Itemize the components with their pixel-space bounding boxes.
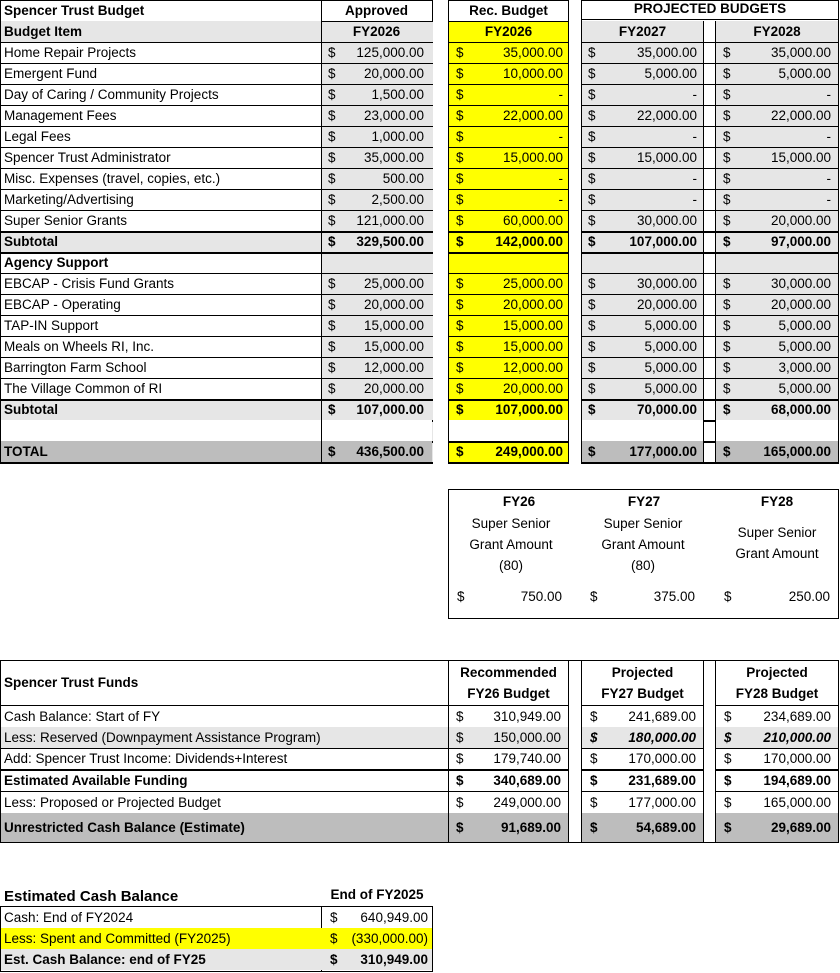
row-divider [581, 189, 839, 190]
budget-row-fy28-currency: $ [723, 129, 731, 144]
budget-row-item: Home Repair Projects [4, 45, 137, 60]
budget-row-item: Marketing/Advertising [4, 192, 134, 207]
grant-fy26-label2: Grant Amount [469, 537, 553, 552]
budget-row-fy28-currency: $ [723, 150, 731, 165]
grant-fy28-label2: Grant Amount [735, 546, 819, 561]
funds-row-fy28-currency: $ [724, 751, 732, 766]
budget-row-item: Misc. Expenses (travel, copies, etc.) [4, 171, 221, 186]
subtotal-row-fy27-value: 70,000.00 [636, 402, 697, 417]
budget-row-item: Emergent Fund [4, 66, 98, 81]
budget-row-rec-currency: $ [456, 87, 464, 102]
subtotal-row-approved-value: 329,500.00 [356, 234, 424, 249]
row-divider [581, 126, 839, 127]
budget-row-fy28-currency: $ [723, 339, 731, 354]
row-divider [448, 84, 569, 85]
funds-row-fy27-currency: $ [590, 730, 598, 745]
grant-fy28-amount: 250.00 [788, 589, 830, 604]
budget-row-fy27-currency: $ [588, 108, 596, 123]
funds-row-fy26-value: 340,689.00 [493, 773, 561, 788]
row-divider [0, 842, 449, 843]
budget-row-fy27-value: 22,000.00 [636, 108, 697, 123]
budget-row-fy28-value: 5,000.00 [778, 66, 831, 81]
budget-row-fy28-currency: $ [723, 381, 731, 396]
budget-row-approved-value: 15,000.00 [363, 339, 424, 354]
budget-row-fy28-value: 15,000.00 [770, 150, 831, 165]
funds-row-fy28-value: 165,000.00 [763, 795, 831, 810]
budget-row-fy27-currency: $ [588, 213, 596, 228]
total-row-item: TOTAL [4, 444, 48, 459]
budget-row-approved-value: 20,000.00 [363, 381, 424, 396]
funds-row-fy26-currency: $ [456, 795, 464, 810]
grant-fy26-currency: $ [457, 589, 465, 604]
budget-row-approved-value: 500.00 [382, 171, 424, 186]
subtotal-row-fy27-value: 107,000.00 [629, 234, 697, 249]
approved-header: Approved [344, 3, 408, 18]
funds-row-fy27-value: 180,000.00 [628, 730, 696, 745]
budget-row-item: Legal Fees [4, 129, 71, 144]
budget-row-fy28-value: - [826, 192, 831, 207]
subtotal-row-approved-currency: $ [328, 402, 336, 417]
budget-row-fy27-value: 35,000.00 [636, 45, 697, 60]
cash-row-label: Less: Spent and Committed (FY2025) [4, 931, 231, 946]
fy2028-header: FY2028 [753, 24, 801, 39]
budget-row-approved-value: 25,000.00 [363, 276, 424, 291]
budget-row-fy27-currency: $ [588, 192, 596, 207]
subtotal-row-approved-currency: $ [328, 234, 336, 249]
budget-row-approved-currency: $ [328, 171, 336, 186]
funds-row-label: Less: Reserved (Downpayment Assistance Program) [4, 730, 321, 745]
budget-row-rec-currency: $ [456, 150, 464, 165]
budget-row-fy28-currency: $ [723, 360, 731, 375]
budget-row-fy28-value: - [826, 87, 831, 102]
grant-fy26-amount: 750.00 [520, 589, 562, 604]
budget-row-fy28-value: - [826, 129, 831, 144]
budget-row-rec-value: 15,000.00 [502, 150, 563, 165]
funds-row-fy27-value: 54,689.00 [635, 820, 696, 835]
grant-fy27-label1: Super Senior [603, 516, 683, 531]
budget-row-fy27-value: 5,000.00 [644, 360, 697, 375]
budget-row-rec-value: 60,000.00 [502, 213, 563, 228]
agency-support-title: Agency Support [4, 255, 109, 270]
budget-row-fy27-value: - [692, 192, 697, 207]
budget-row-approved-value: 121,000.00 [356, 213, 424, 228]
total-row-rec-currency: $ [456, 444, 464, 459]
subtotal-row-item: Subtotal [4, 402, 58, 417]
budget-row-approved-value: 20,000.00 [363, 297, 424, 312]
funds-row-fy28-value: 234,689.00 [763, 709, 831, 724]
funds-fy27-header-line2: FY27 Budget [601, 686, 684, 701]
budget-row-approved-value: 12,000.00 [363, 360, 424, 375]
budget-row-fy28-value: 5,000.00 [778, 318, 831, 333]
budget-row-approved-value: 1,500.00 [371, 87, 424, 102]
grant-fy28-header: FY28 [760, 494, 794, 509]
funds-row-fy28-value: 29,689.00 [770, 820, 831, 835]
funds-fy28-header-line2: FY28 Budget [735, 686, 819, 701]
subtotal-row-approved-value: 107,000.00 [356, 402, 424, 417]
budget-row-approved-currency: $ [328, 213, 336, 228]
cash-title: Estimated Cash Balance [4, 888, 179, 905]
budget-row-fy27-currency: $ [588, 360, 596, 375]
grant-fy28-currency: $ [724, 589, 732, 604]
funds-row-fy26-currency: $ [456, 730, 464, 745]
approved-fy-header: FY2026 [352, 24, 401, 39]
funds-row-fy27-currency: $ [590, 751, 598, 766]
budget-row-fy27-value: - [692, 129, 697, 144]
budget-row-fy27-value: 5,000.00 [644, 318, 697, 333]
budget-row-rec-value: 22,000.00 [502, 108, 563, 123]
budget-row-rec-value: 20,000.00 [502, 381, 563, 396]
subtotal-row-rec-currency: $ [456, 402, 464, 417]
projected-divider [715, 420, 716, 441]
budget-row-item: Barrington Farm School [4, 360, 147, 375]
budget-row-fy27-value: 30,000.00 [636, 276, 697, 291]
funds-row-label: Add: Spencer Trust Income: Dividends+Interest [4, 751, 288, 766]
budget-row-fy28-currency: $ [723, 318, 731, 333]
budget-row-approved-currency: $ [328, 129, 336, 144]
budget-row-fy27-currency: $ [588, 297, 596, 312]
funds-row-label: Estimated Available Funding [4, 773, 188, 788]
grant-fy26-label1: Super Senior [471, 516, 551, 531]
funds-row-fy27-currency: $ [590, 709, 598, 724]
budget-row-fy28-value: 5,000.00 [778, 381, 831, 396]
funds-row-fy26-value: 310,949.00 [493, 709, 561, 724]
row-divider [581, 19, 839, 20]
funds-row-fy28-currency: $ [724, 773, 732, 788]
budget-row-rec-currency: $ [456, 276, 464, 291]
budget-row-fy27-currency: $ [588, 276, 596, 291]
funds-row-fy26-value: 91,689.00 [500, 820, 561, 835]
projected-divider [715, 21, 716, 464]
budget-row-approved-value: 125,000.00 [356, 45, 424, 60]
budget-row-fy28-value: 22,000.00 [770, 108, 831, 123]
funds-row-fy28-currency: $ [724, 795, 732, 810]
budget-row-fy27-currency: $ [588, 171, 596, 186]
funds-fy27-header-line1: Projected [611, 665, 674, 680]
funds-row-fy27-value: 177,000.00 [628, 795, 696, 810]
rec-budget-header: Rec. Budget [469, 3, 548, 18]
row-divider [449, 842, 569, 843]
total-row-approved-value: 436,500.00 [356, 444, 424, 459]
budget-row-fy28-currency: $ [723, 213, 731, 228]
subtotal-row-fy28-currency: $ [723, 402, 731, 417]
budget-row-rec-value: 15,000.00 [502, 318, 563, 333]
budget-row-item: TAP-IN Support [4, 318, 99, 333]
funds-row-fy28-currency: $ [724, 820, 732, 835]
budget-row-approved-value: 2,500.00 [371, 192, 424, 207]
cash-row-label: Est. Cash Balance: end of FY25 [4, 952, 206, 967]
funds-divider [568, 660, 569, 843]
subtotal-row-fy28-value: 68,000.00 [770, 402, 831, 417]
funds-fy26-header-line1: Recommended [460, 665, 557, 680]
funds-row-fy28-value: 170,000.00 [763, 751, 831, 766]
budget-title: Spencer Trust Budget [4, 3, 145, 18]
row-divider [448, 231, 569, 233]
total-row-fy27-currency: $ [588, 444, 596, 459]
grant-fy26-header: FY26 [502, 494, 536, 509]
subtotal-row-fy28-value: 97,000.00 [770, 234, 831, 249]
budget-row-fy28-currency: $ [723, 108, 731, 123]
budget-row-rec-currency: $ [456, 381, 464, 396]
approved-divider [321, 420, 322, 441]
row-divider [581, 252, 839, 254]
row-divider [581, 462, 839, 463]
row-divider [448, 252, 569, 254]
total-row-fy28-currency: $ [723, 444, 731, 459]
budget-row-rec-value: - [558, 171, 563, 186]
budget-row-approved-value: 20,000.00 [363, 66, 424, 81]
budget-row-item: Meals on Wheels RI, Inc. [4, 339, 155, 354]
budget-row-rec-currency: $ [456, 129, 464, 144]
budget-row-rec-value: - [558, 192, 563, 207]
row-divider [0, 231, 433, 233]
budget-row-fy28-value: 20,000.00 [770, 297, 831, 312]
budget-row-rec-currency: $ [456, 318, 464, 333]
budget-row-fy27-value: - [692, 87, 697, 102]
budget-row-fy28-value: - [826, 171, 831, 186]
subtotal-row-rec-value: 107,000.00 [495, 402, 563, 417]
row-divider [581, 231, 839, 233]
funds-row-fy27-currency: $ [590, 820, 598, 835]
grant-fy28-label1: Super Senior [737, 525, 817, 540]
budget-row-approved-currency: $ [328, 66, 336, 81]
funds-row-fy28-currency: $ [724, 709, 732, 724]
blank-row [449, 420, 568, 441]
grant-fy27-currency: $ [590, 589, 598, 604]
funds-row-fy26-value: 150,000.00 [493, 730, 561, 745]
budget-row-rec-value: 35,000.00 [502, 45, 563, 60]
subtotal-row-rec-currency: $ [456, 234, 464, 249]
budget-row-approved-currency: $ [328, 318, 336, 333]
subtotal-row-item: Subtotal [4, 234, 58, 249]
projected-divider [703, 420, 704, 441]
grant-fy26-count: (80) [498, 558, 523, 573]
row-divider [448, 189, 569, 190]
total-row-label-shade [1, 441, 321, 462]
row-divider [581, 168, 839, 169]
cash-row-currency: $ [330, 952, 338, 967]
budget-row-rec-value: 25,000.00 [502, 276, 563, 291]
row-divider [448, 399, 569, 401]
funds-row-fy27-currency: $ [590, 795, 598, 810]
funds-row-fy28-value: 210,000.00 [763, 730, 831, 745]
projected-budgets-header: PROJECTED BUDGETS [633, 1, 787, 16]
funds-row-fy26-value: 249,000.00 [493, 795, 561, 810]
budget-row-fy27-currency: $ [588, 129, 596, 144]
budget-row-item: The Village Common of RI [4, 381, 163, 396]
subtotal-row-rec-value: 142,000.00 [495, 234, 563, 249]
budget-row-approved-value: 23,000.00 [363, 108, 424, 123]
budget-row-fy28-currency: $ [723, 171, 731, 186]
cash-row-label: Cash: End of FY2024 [4, 910, 134, 925]
row-divider [448, 126, 569, 127]
budget-row-fy28-currency: $ [723, 45, 731, 60]
budget-row-rec-value: - [558, 129, 563, 144]
grant-fy27-label2: Grant Amount [601, 537, 685, 552]
funds-row-label: Unrestricted Cash Balance (Estimate) [4, 820, 245, 835]
blank-row [716, 420, 838, 441]
total-row-fy27-value: 177,000.00 [629, 444, 697, 459]
budget-row-approved-currency: $ [328, 276, 336, 291]
budget-row-rec-value: 20,000.00 [502, 297, 563, 312]
budget-row-rec-value: 10,000.00 [502, 66, 563, 81]
budget-row-approved-currency: $ [328, 360, 336, 375]
funds-row-fy27-value: 170,000.00 [628, 751, 696, 766]
budget-row-approved-value: 15,000.00 [363, 318, 424, 333]
budget-row-fy28-currency: $ [723, 297, 731, 312]
row-divider [581, 399, 839, 401]
budget-row-fy27-value: 5,000.00 [644, 381, 697, 396]
budget-row-item: Spencer Trust Administrator [4, 150, 171, 165]
budget-row-item: EBCAP - Crisis Fund Grants [4, 276, 175, 291]
cash-row-currency: $ [330, 910, 338, 925]
grant-fy27-amount: 375.00 [653, 589, 695, 604]
funds-row-fy27-currency: $ [590, 773, 598, 788]
funds-row-label: Cash Balance: Start of FY [4, 709, 161, 724]
fy2027-header: FY2027 [618, 24, 667, 39]
funds-row-fy27-value: 241,689.00 [628, 709, 696, 724]
budget-row-fy28-value: 3,000.00 [778, 360, 831, 375]
budget-row-approved-value: 1,000.00 [371, 129, 424, 144]
budget-row-fy27-currency: $ [588, 150, 596, 165]
budget-row-rec-value: - [558, 87, 563, 102]
budget-row-fy28-value: 35,000.00 [770, 45, 831, 60]
row-divider [448, 462, 569, 463]
budget-row-approved-currency: $ [328, 192, 336, 207]
budget-row-fy27-currency: $ [588, 87, 596, 102]
funds-row-fy26-value: 179,740.00 [493, 751, 561, 766]
row-divider [581, 84, 839, 85]
funds-title: Spencer Trust Funds [4, 675, 139, 690]
total-row-fy28-value: 165,000.00 [763, 444, 831, 459]
total-row-approved-currency: $ [328, 444, 336, 459]
projected-divider [703, 21, 704, 464]
budget-row-item: Day of Caring / Community Projects [4, 87, 219, 102]
budget-row-item: EBCAP - Operating [4, 297, 121, 312]
budget-row-fy28-value: 20,000.00 [770, 213, 831, 228]
budget-row-fy27-currency: $ [588, 66, 596, 81]
blank-row [1, 420, 432, 441]
budget-row-rec-value: 15,000.00 [502, 339, 563, 354]
budget-row-approved-currency: $ [328, 108, 336, 123]
funds-row-fy26-currency: $ [456, 709, 464, 724]
grant-fy27-count: (80) [630, 558, 655, 573]
budget-row-fy28-currency: $ [723, 87, 731, 102]
budget-row-fy27-value: 5,000.00 [644, 339, 697, 354]
budget-item-header: Budget Item [4, 24, 83, 39]
budget-row-fy27-value: 15,000.00 [636, 150, 697, 165]
funds-row-fy28-currency: $ [724, 730, 732, 745]
budget-row-fy27-currency: $ [588, 381, 596, 396]
budget-row-fy27-value: 5,000.00 [644, 66, 697, 81]
budget-row-rec-currency: $ [456, 297, 464, 312]
budget-row-approved-currency: $ [328, 381, 336, 396]
budget-row-approved-currency: $ [328, 87, 336, 102]
row-divider [0, 462, 433, 463]
cash-row-currency: $ [330, 931, 338, 946]
funds-row-fy26-currency: $ [456, 751, 464, 766]
budget-row-approved-currency: $ [328, 150, 336, 165]
budget-row-item: Super Senior Grants [4, 213, 128, 228]
budget-row-fy28-value: 30,000.00 [770, 276, 831, 291]
funds-row-label: Less: Proposed or Projected Budget [4, 795, 221, 810]
funds-divider [703, 660, 704, 843]
cash-row-value: (330,000.00) [351, 931, 428, 946]
total-row-rec-value: 249,000.00 [495, 444, 563, 459]
budget-row-rec-currency: $ [456, 171, 464, 186]
budget-row-fy28-value: 5,000.00 [778, 339, 831, 354]
row-divider [716, 842, 839, 843]
budget-row-fy27-currency: $ [588, 45, 596, 60]
budget-row-rec-currency: $ [456, 192, 464, 207]
row-divider [448, 168, 569, 169]
budget-row-approved-currency: $ [328, 339, 336, 354]
budget-row-fy27-value: - [692, 171, 697, 186]
budget-row-fy28-currency: $ [723, 276, 731, 291]
budget-row-rec-currency: $ [456, 66, 464, 81]
budget-row-rec-currency: $ [456, 45, 464, 60]
blank-row [582, 420, 703, 441]
funds-row-fy26-currency: $ [456, 773, 464, 788]
rec-fy-header: FY2026 [484, 24, 533, 39]
row-divider [0, 399, 433, 401]
budget-row-item: Management Fees [4, 108, 117, 123]
budget-row-fy28-currency: $ [723, 66, 731, 81]
grant-fy27-header: FY27 [627, 494, 661, 509]
budget-row-rec-value: 12,000.00 [502, 360, 563, 375]
budget-row-fy27-value: 30,000.00 [636, 213, 697, 228]
funds-fy28-header-line1: Projected [746, 665, 808, 680]
budget-row-rec-currency: $ [456, 213, 464, 228]
cash-row-value: 640,949.00 [360, 910, 428, 925]
funds-row-fy28-value: 194,689.00 [763, 773, 831, 788]
subtotal-row-fy27-currency: $ [588, 234, 596, 249]
budget-row-rec-currency: $ [456, 360, 464, 375]
cash-column-header: End of FY2025 [330, 887, 424, 902]
cash-row-value: 310,949.00 [360, 952, 428, 967]
budget-row-fy27-currency: $ [588, 318, 596, 333]
budget-row-fy27-currency: $ [588, 339, 596, 354]
budget-row-fy28-currency: $ [723, 192, 731, 207]
funds-fy26-header-line2: FY26 Budget [467, 686, 550, 701]
funds-row-fy27-value: 231,689.00 [628, 773, 696, 788]
budget-row-fy27-value: 20,000.00 [636, 297, 697, 312]
row-divider [582, 842, 704, 843]
budget-row-approved-currency: $ [328, 45, 336, 60]
budget-row-approved-value: 35,000.00 [363, 150, 424, 165]
budget-row-rec-currency: $ [456, 339, 464, 354]
grant-amount-table [448, 489, 839, 619]
funds-row-fy26-currency: $ [456, 820, 464, 835]
subtotal-row-fy28-currency: $ [723, 234, 731, 249]
budget-row-approved-currency: $ [328, 297, 336, 312]
budget-row-rec-currency: $ [456, 108, 464, 123]
subtotal-row-fy27-currency: $ [588, 402, 596, 417]
